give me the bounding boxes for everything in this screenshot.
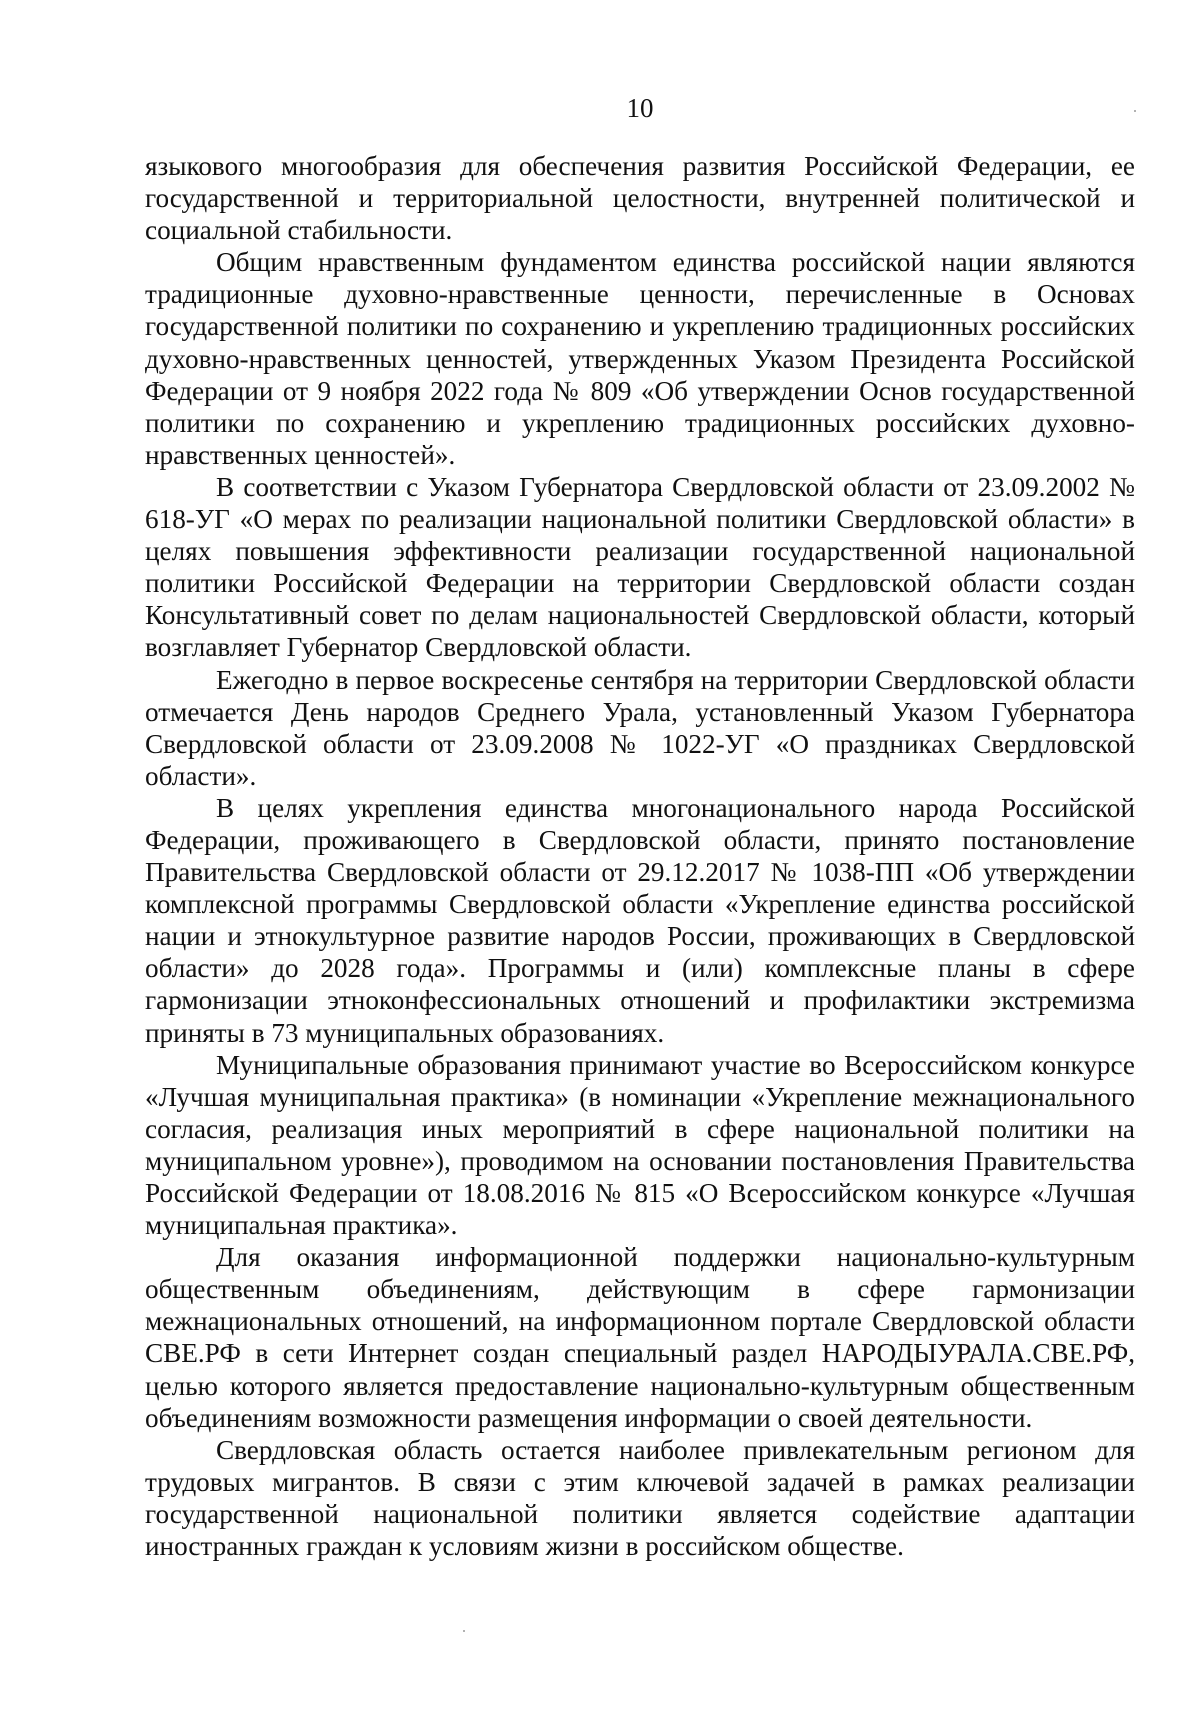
paragraph: Свердловская область остается наиболее привлекательным регионом для трудовых мигрантов. В связи с этим ключевой задачей в рамках реализации государственной национальной политики является содействие адаптации иностранных граждан к условиям жизни в российском обществе. [145,1434,1135,1562]
paragraph-continuation: языкового многообразия для обеспечения развития Российской Федерации, ее государственной и территориальной целостности, внутренней политической и социальной стабильности. [145,151,1135,246]
paragraph: Ежегодно в первое воскресенье сентября на территории Свердловской области отмечается День народов Среднего Урала, установленный Указом Губернатора Свердловской области от 23.09.2008 № 1022-УГ «О праздниках Свердловской области». [145,664,1135,791]
paragraph: Общим нравственным фундаментом единства российской нации являются традиционные духовно-нравственные ценности, перечисленные в Основах государственной политики по сохранению и укреплению традиционных российских духовно-нравственных ценностей, утвержденных Указом Президента Российской Федерации от 9 ноября 2022 года № 809 «Об утверждении Основ государственной политики по сохранению и укреплению традиционных российских духовно-нравственных ценностей». [145,247,1135,470]
paragraph: Для оказания информационной поддержки национально-культурным общественным объединениям, действующим в сфере гармонизации межнациональных отношений, на информационном портале Свердловской области СВЕ.РФ в сети Интернет создан специальный раздел НАРОДЫУРАЛА.СВЕ.РФ, целью которого является предоставление национально-культурным общественным объединениям возможности размещения информации о своей деятельности. [145,1242,1135,1433]
scan-speck [1134,110,1136,112]
paragraph: Муниципальные образования принимают участие во Всероссийском конкурсе «Лучшая муниципальная практика» (в номинации «Укрепление межнационального согласия, реализация иных мероприятий в сфере национальной политики на муниципальном уровне»), проводимом на основании постановления Правительства Российской Федерации от 18.08.2016 № 815 «О Всероссийском конкурсе «Лучшая муниципальная практика». [145,1049,1135,1241]
document-body [145,150,1135,1562]
paragraph: В целях укрепления единства многонационального народа Российской Федерации, проживающего в Свердловской области, принято постановление Правительства Свердловской области от 29.12.2017 № 1038-ПП «Об утверждении комплексной программы Свердловской области «Укрепление единства российской нации и этнокультурное развитие народов России, проживающих в Свердловской области» до 2028 года». Программы и (или) комплексные планы в сфере гармонизации этноконфессиональных отношений и профилактики экстремизма приняты в 73 муниципальных образованиях. [145,792,1135,1048]
scan-speck [463,1630,465,1632]
page-number: 10 [626,93,654,123]
paragraph: В соответствии с Указом Губернатора Свердловской области от 23.09.2002 № 618-УГ «О мерах по реализации национальной политики Свердловской области» в целях повышения эффективности реализации государственной национальной политики Российской Федерации на территории Свердловской области создан Консультативный совет по делам национальностей Свердловской области, который возглавляет Губернатор Свердловской области. [145,471,1135,663]
